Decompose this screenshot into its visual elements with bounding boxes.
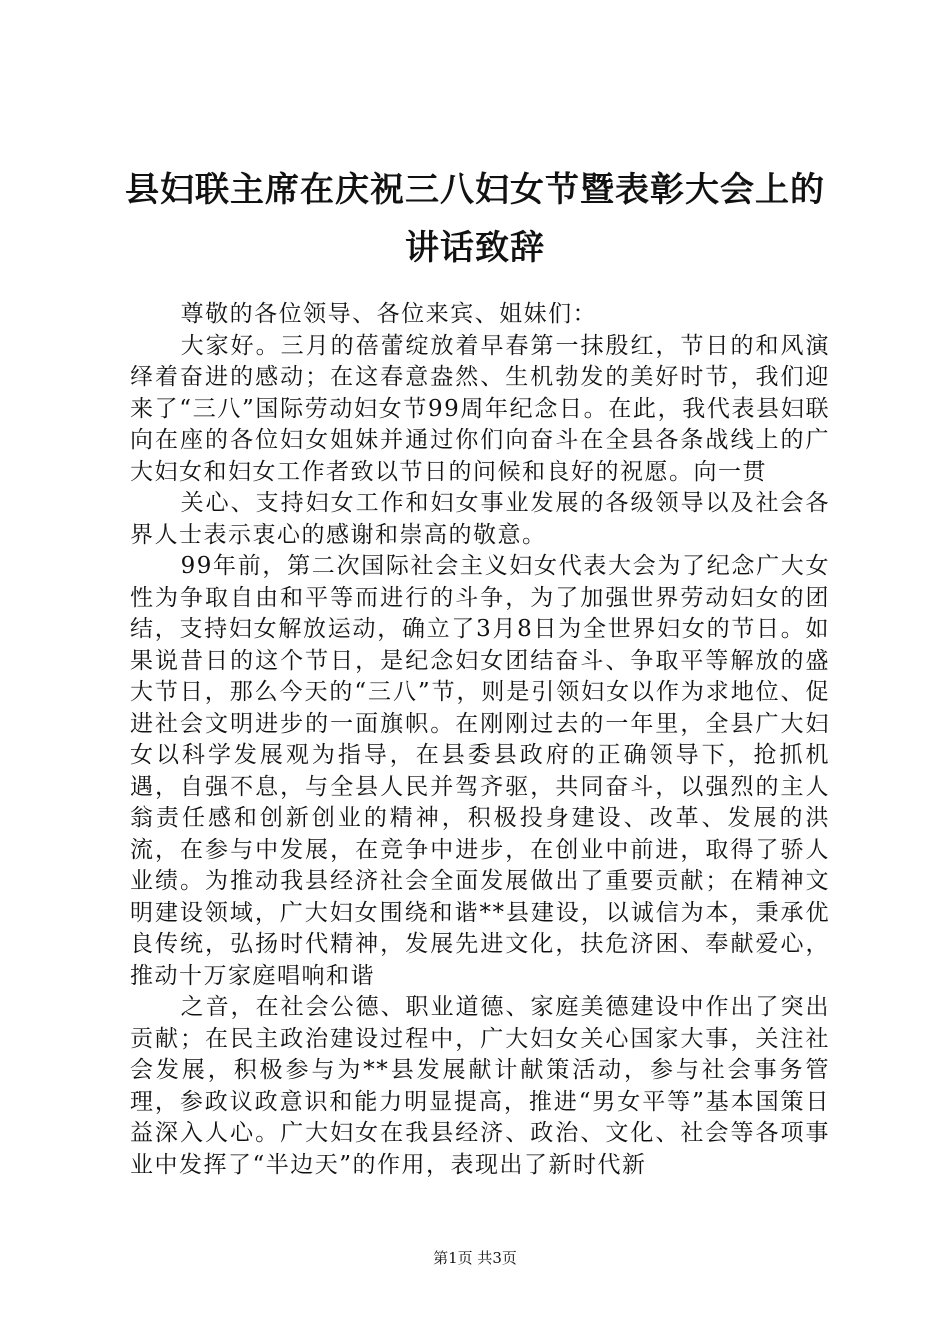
paragraph: 99年前，第二次国际社会主义妇女代表大会为了纪念广大女性为争取自由和平等而进行的斗争，为了加强世界劳动妇女的团结，支持妇女解放运动，确立了3月8日为全世界妇女的节日。如果说昔日的这个节日，是纪念妇女团结奋斗、争取平等解放的盛大节日，那么今天的“三八”节，则是引领妇女以作为求地位、促进社会文明进步的一面旗帜。在刚刚过去的一年里，全县广大妇女以科学发展观为指导，在县委县政府的正确领导下，抢抓机遇，自强不息，与全县人民并驾齐驱，共同奋斗，以强烈的主人翁责任感和创新创业的精神，积极投身建设、改革、发展的洪流，在参与中发展，在竞争中进步，在创业中前进，取得了骄人业绩。为推动我县经济社会全面发展做出了重要贡献；在精神文明建设领域，广大妇女围绕和谐**县建设，以诚信为本，秉承优良传统，弘扬时代精神，发展先进文化，扶危济困、奉献爱心，推动十万家庭唱响和谐 [130, 553, 830, 989]
document-title-line-2: 讲话致辞 [405, 228, 545, 268]
paragraph: 关心、支持妇女工作和妇女事业发展的各级领导以及社会各界人士表示衷心的感谢和崇高的敬意。 [130, 490, 830, 548]
paragraph: 之音，在社会公德、职业道德、家庭美德建设中作出了突出贡献；在民主政治建设过程中，广大妇女关心国家大事，关注社会发展，积极参与为**县发展献计献策活动，参与社会事务管理，参政议政意识和能力明显提高，推进“男女平等”基本国策日益深入人心。广大妇女在我县经济、政治、文化、社会等各项事业中发挥了“半边天”的作用，表现出了新时代新 [130, 994, 830, 1178]
document-title-line-1: 县妇联主席在庆祝三八妇女节暨表彰大会上的 [125, 170, 825, 210]
page-number-footer: 第1页 共3页 [433, 1249, 517, 1267]
paragraph-salutation: 尊敬的各位领导、各位来宾、姐妹们： [180, 301, 598, 327]
document-body [130, 299, 830, 1181]
paragraph: 大家好。三月的蓓蕾绽放着早春第一抹殷红，节日的和风演绎着奋进的感动；在这春意盎然、生机勃发的美好时节，我们迎来了“三八”国际劳动妇女节99周年纪念日。在此，我代表县妇联向在座的各位妇女姐妹并通过你们向奋斗在全县各条战线上的广大妇女和妇女工作者致以节日的问候和良好的祝愿。向一贯 [130, 332, 830, 485]
